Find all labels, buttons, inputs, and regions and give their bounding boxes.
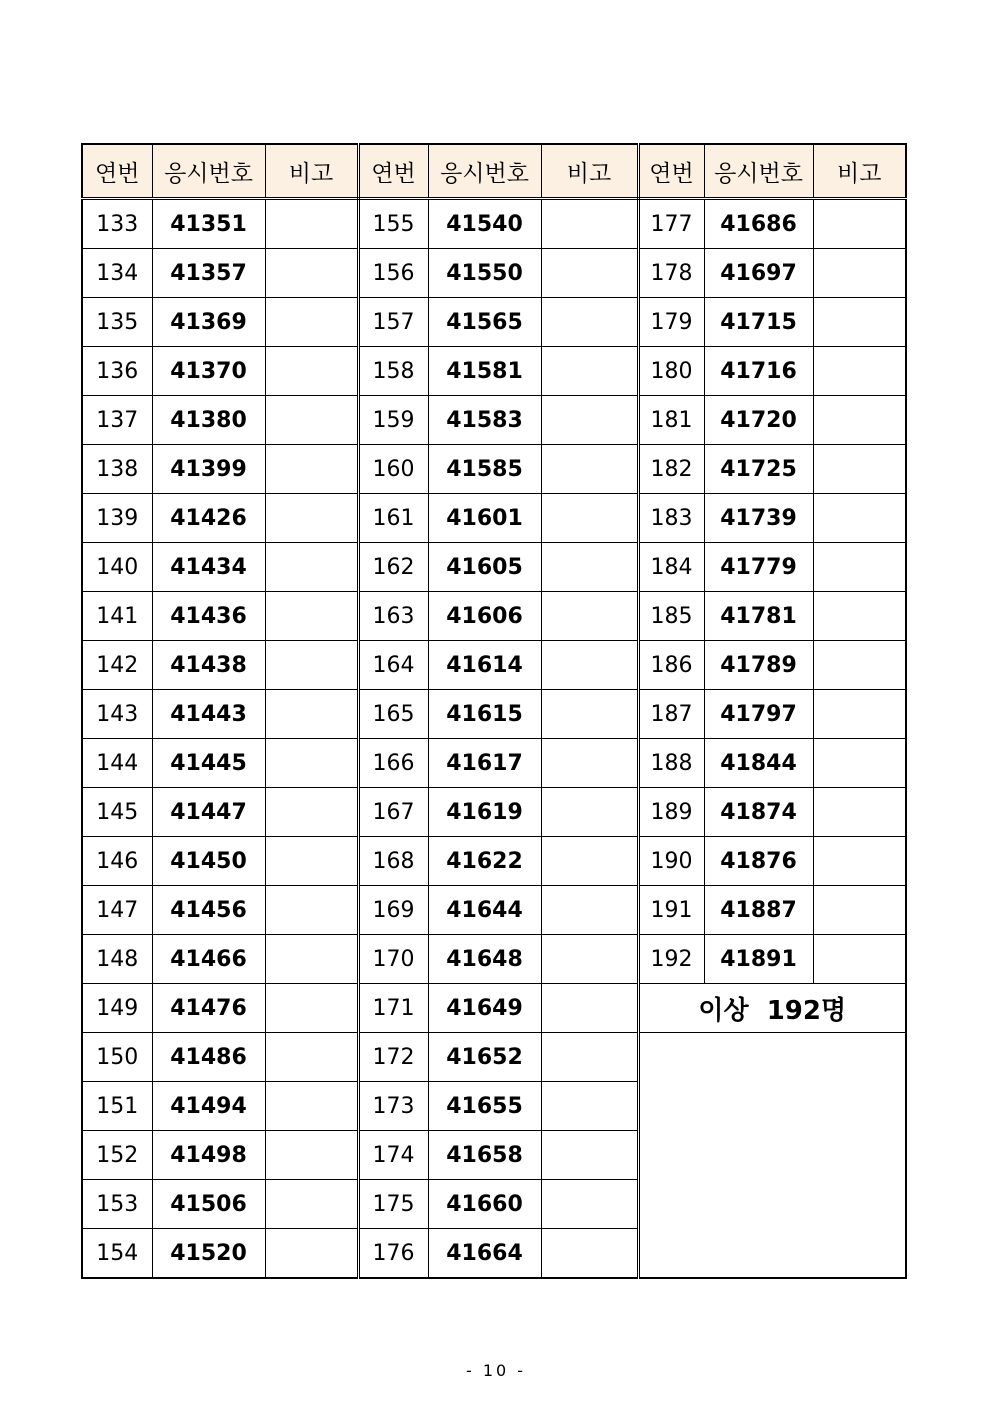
applicant-number-cell: 41585 [428,445,541,494]
remarks-cell [541,690,638,739]
header-cell: 연번 [638,144,704,199]
remarks-cell [813,543,906,592]
serial-number-cell: 189 [638,788,704,837]
table-row [82,445,906,494]
remarks-cell [265,298,358,347]
remarks-cell [813,445,906,494]
serial-number-cell: 142 [82,641,152,690]
remarks-cell [813,298,906,347]
applicant-number-cell: 41876 [704,837,813,886]
remarks-cell [813,690,906,739]
serial-number-cell: 155 [358,199,428,249]
serial-number-cell: 175 [358,1180,428,1229]
serial-number-cell: 190 [638,837,704,886]
applicant-number-cell: 41520 [152,1229,265,1279]
applicant-number-cell: 41619 [428,788,541,837]
remarks-cell [541,886,638,935]
table-row [82,1033,906,1082]
applicant-number-cell: 41436 [152,592,265,641]
remarks-cell [265,1180,358,1229]
remarks-cell [813,886,906,935]
applicant-number-cell: 41716 [704,347,813,396]
remarks-cell [541,592,638,641]
remarks-cell [265,788,358,837]
applicant-number-cell: 41779 [704,543,813,592]
applicant-number-cell: 41686 [704,199,813,249]
remarks-cell [265,1131,358,1180]
remarks-cell [813,494,906,543]
applicant-number-cell: 41622 [428,837,541,886]
applicant-number-cell: 41369 [152,298,265,347]
serial-number-cell: 168 [358,837,428,886]
serial-number-cell: 191 [638,886,704,935]
remarks-cell [265,249,358,298]
table-row [82,592,906,641]
applicant-number-cell: 41891 [704,935,813,984]
remarks-cell [541,199,638,249]
remarks-cell [541,641,638,690]
table-row [82,739,906,788]
remarks-cell [813,592,906,641]
serial-number-cell: 146 [82,837,152,886]
remarks-cell [541,1131,638,1180]
serial-number-cell: 138 [82,445,152,494]
serial-number-cell: 173 [358,1082,428,1131]
applicant-number-cell: 41739 [704,494,813,543]
applicant-number-cell: 41789 [704,641,813,690]
remarks-cell [813,641,906,690]
serial-number-cell: 176 [358,1229,428,1279]
header-cell: 비고 [541,144,638,199]
applicant-number-cell: 41450 [152,837,265,886]
remarks-cell [541,984,638,1033]
applicant-number-cell: 41399 [152,445,265,494]
serial-number-cell: 181 [638,396,704,445]
table-row [82,298,906,347]
remarks-cell [541,396,638,445]
serial-number-cell: 163 [358,592,428,641]
applicant-number-cell: 41844 [704,739,813,788]
empty-area [638,1033,906,1279]
applicant-number-cell: 41380 [152,396,265,445]
remarks-cell [265,641,358,690]
table-row [82,396,906,445]
serial-number-cell: 157 [358,298,428,347]
total-count-summary: 이상 192명 [638,984,906,1033]
remarks-cell [265,837,358,886]
applicant-number-cell: 41443 [152,690,265,739]
serial-number-cell: 158 [358,347,428,396]
serial-number-cell: 134 [82,249,152,298]
remarks-cell [541,1180,638,1229]
table-row [82,935,906,984]
serial-number-cell: 144 [82,739,152,788]
header-cell: 응시번호 [152,144,265,199]
serial-number-cell: 143 [82,690,152,739]
serial-number-cell: 161 [358,494,428,543]
serial-number-cell: 167 [358,788,428,837]
remarks-cell [541,494,638,543]
applicant-number-cell: 41781 [704,592,813,641]
serial-number-cell: 185 [638,592,704,641]
applicant-number-cell: 41434 [152,543,265,592]
applicant-number-cell: 41605 [428,543,541,592]
serial-number-cell: 153 [82,1180,152,1229]
header-cell: 비고 [813,144,906,199]
applicant-number-cell: 41614 [428,641,541,690]
serial-number-cell: 152 [82,1131,152,1180]
serial-number-cell: 154 [82,1229,152,1279]
remarks-cell [541,788,638,837]
remarks-cell [813,249,906,298]
applicant-number-cell: 41498 [152,1131,265,1180]
remarks-cell [265,396,358,445]
applicant-number-cell: 41456 [152,886,265,935]
serial-number-cell: 149 [82,984,152,1033]
applicant-number-cell: 41357 [152,249,265,298]
applicant-number-cell: 41466 [152,935,265,984]
applicant-number-cell: 41715 [704,298,813,347]
header-cell: 연번 [82,144,152,199]
remarks-cell [265,1082,358,1131]
serial-number-cell: 141 [82,592,152,641]
remarks-cell [813,837,906,886]
serial-number-cell: 170 [358,935,428,984]
remarks-cell [813,788,906,837]
applicant-number-cell: 41652 [428,1033,541,1082]
applicant-number-cell: 41506 [152,1180,265,1229]
serial-number-cell: 186 [638,641,704,690]
table-row [82,494,906,543]
applicant-number-cell: 41351 [152,199,265,249]
remarks-cell [541,837,638,886]
applicant-number-cell: 41445 [152,739,265,788]
applicant-number-cell: 41649 [428,984,541,1033]
table-row [82,199,906,249]
remarks-cell [541,445,638,494]
applicant-number-cell: 41797 [704,690,813,739]
remarks-cell [265,347,358,396]
page-number: - 10 - [465,1361,527,1380]
serial-number-cell: 178 [638,249,704,298]
remarks-cell [265,199,358,249]
remarks-cell [265,739,358,788]
applicant-number-cell: 41697 [704,249,813,298]
serial-number-cell: 151 [82,1082,152,1131]
applicant-number-cell: 41426 [152,494,265,543]
remarks-cell [813,199,906,249]
applicant-number-cell: 41581 [428,347,541,396]
serial-number-cell: 188 [638,739,704,788]
applicant-number-cell: 41874 [704,788,813,837]
remarks-cell [265,543,358,592]
serial-number-cell: 139 [82,494,152,543]
applicant-number-cell: 41648 [428,935,541,984]
table-row [82,837,906,886]
serial-number-cell: 147 [82,886,152,935]
remarks-cell [541,347,638,396]
remarks-cell [265,935,358,984]
remarks-cell [813,396,906,445]
serial-number-cell: 179 [638,298,704,347]
serial-number-cell: 174 [358,1131,428,1180]
applicant-number-cell: 41476 [152,984,265,1033]
serial-number-cell: 159 [358,396,428,445]
table-row [82,690,906,739]
applicant-number-cell: 41720 [704,396,813,445]
applicant-number-cell: 41565 [428,298,541,347]
table-row [82,984,906,1033]
serial-number-cell: 171 [358,984,428,1033]
remarks-cell [541,249,638,298]
remarks-cell [265,1229,358,1279]
applicant-number-cell: 41601 [428,494,541,543]
serial-number-cell: 180 [638,347,704,396]
serial-number-cell: 192 [638,935,704,984]
applicant-number-cell: 41887 [704,886,813,935]
remarks-cell [265,984,358,1033]
remarks-cell [265,592,358,641]
applicant-number-cell: 41540 [428,199,541,249]
remarks-cell [541,739,638,788]
serial-number-cell: 164 [358,641,428,690]
serial-number-cell: 148 [82,935,152,984]
serial-number-cell: 187 [638,690,704,739]
remarks-cell [541,543,638,592]
serial-number-cell: 182 [638,445,704,494]
serial-number-cell: 160 [358,445,428,494]
header-cell: 응시번호 [704,144,813,199]
applicant-number-cell: 41438 [152,641,265,690]
serial-number-cell: 140 [82,543,152,592]
applicant-number-cell: 41725 [704,445,813,494]
applicant-number-cell: 41658 [428,1131,541,1180]
serial-number-cell: 165 [358,690,428,739]
applicant-number-cell: 41606 [428,592,541,641]
remarks-cell [813,739,906,788]
serial-number-cell: 133 [82,199,152,249]
remarks-cell [541,298,638,347]
header-cell: 비고 [265,144,358,199]
remarks-cell [541,935,638,984]
table-row [82,788,906,837]
remarks-cell [541,1082,638,1131]
serial-number-cell: 172 [358,1033,428,1082]
serial-number-cell: 184 [638,543,704,592]
applicant-number-cell: 41494 [152,1082,265,1131]
serial-number-cell: 137 [82,396,152,445]
remarks-cell [541,1033,638,1082]
applicant-number-table [81,143,907,1279]
remarks-cell [813,935,906,984]
remarks-cell [265,886,358,935]
table-row [82,641,906,690]
table-row [82,543,906,592]
remarks-cell [265,1033,358,1082]
applicant-number-cell: 41644 [428,886,541,935]
table-row [82,249,906,298]
serial-number-cell: 183 [638,494,704,543]
applicant-number-cell: 41550 [428,249,541,298]
table-body [82,199,906,1279]
serial-number-cell: 156 [358,249,428,298]
header-cell: 응시번호 [428,144,541,199]
remarks-cell [265,445,358,494]
applicant-number-cell: 41664 [428,1229,541,1279]
remarks-cell [265,494,358,543]
serial-number-cell: 166 [358,739,428,788]
serial-number-cell: 150 [82,1033,152,1082]
serial-number-cell: 135 [82,298,152,347]
table-row [82,347,906,396]
header-cell: 연번 [358,144,428,199]
applicant-number-cell: 41655 [428,1082,541,1131]
applicant-number-cell: 41370 [152,347,265,396]
applicant-number-cell: 41617 [428,739,541,788]
serial-number-cell: 169 [358,886,428,935]
applicant-number-cell: 41615 [428,690,541,739]
table-row [82,886,906,935]
remarks-cell [541,1229,638,1279]
applicant-number-cell: 41447 [152,788,265,837]
header-row [82,144,906,199]
applicant-number-cell: 41486 [152,1033,265,1082]
remarks-cell [265,690,358,739]
remarks-cell [813,347,906,396]
applicant-number-cell: 41583 [428,396,541,445]
serial-number-cell: 136 [82,347,152,396]
serial-number-cell: 145 [82,788,152,837]
serial-number-cell: 162 [358,543,428,592]
serial-number-cell: 177 [638,199,704,249]
applicant-number-cell: 41660 [428,1180,541,1229]
